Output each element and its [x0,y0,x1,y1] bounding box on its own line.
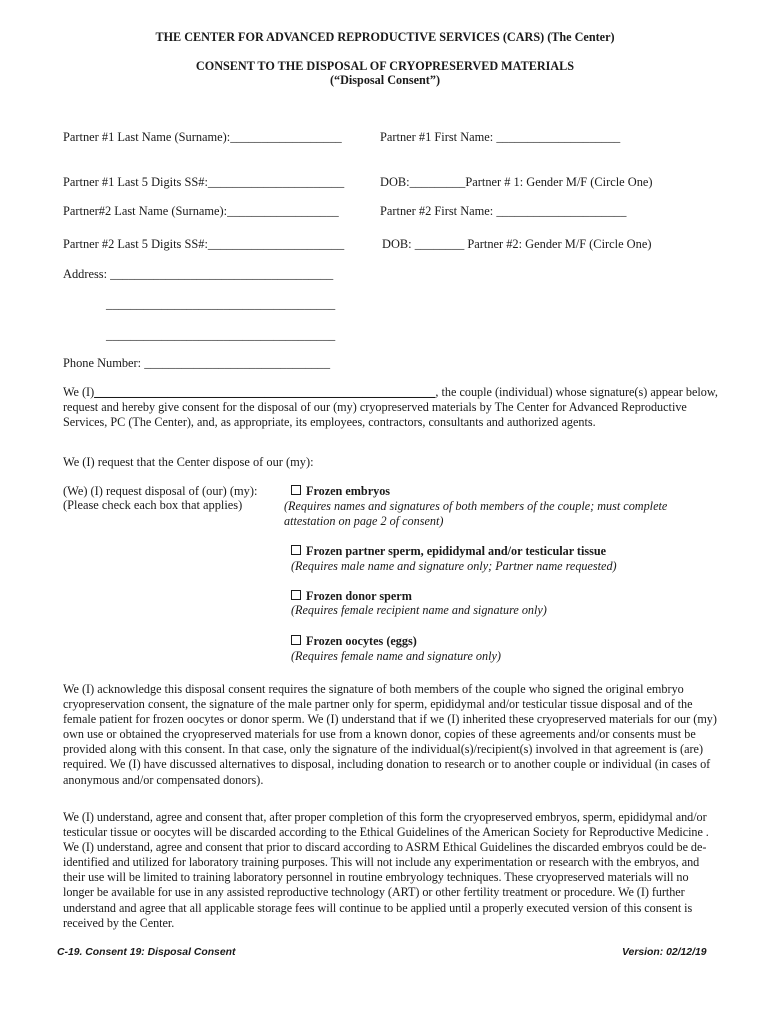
checkbox-icon[interactable] [291,635,301,645]
consent-statement [63,385,718,430]
option-frozen-oocytes[interactable]: Frozen oocytes (eggs) [291,634,417,649]
partner2-dob-gender-field[interactable]: DOB: ________ Partner #2: Gender M/F (Circle One) [382,237,652,251]
agreement-paragraph: We (I) understand, agree and consent that, after proper completion of this form the cryopreserved embryos, sperm, epididymal and/or testicular tissue or oocytes will be discarded according to the Ethical Guidelines of the American Society for Reproductive Medicine . We (I) understand, agree and consent that prior to discard according to ASRM Ethical Guidelines the discarded embryos could be de-identified and utilized for laboratory training purposes. This will not include any experimentation or research with the embryos, and their use will be limited to training laboratory personnel in routine embryology techniques. These cryopreserved materials will no longer be available for use in any assisted reproductive technology (ART) or other fertility treatment or procedure. We (I) further understand and agree that all applicable storage fees will continue to be applied until a properly executed version of this consent is received by the Center. [63,810,709,930]
embryos-requirement-cont: attestation on page 2 of consent) [284,514,444,528]
address-line-2[interactable]: _____________________________________ [106,297,336,311]
acknowledgement-paragraph: We (I) acknowledge this disposal consent requires the signature of both members of the couple who signed the original embryo cryopreservation consent, the signature of the male partner only for sperm, epididymal and/or testicular tissue disposal and of the female patient for frozen oocytes or donor sperm. We (I) understand that if we (I) inherited these cryopreserved materials for our (my) own use or obtained the cryopreserved materials for use from a known donor, copies of these agreements and/or consents must be provided along with this consent. In that case, only the signature of the individual(s)/recipient(s) involved in that agreement is (are) required. We (I) have discussed alternatives to disposal, including donation to research or to another couple or individual (in cases of anonymous and/or compensated donors). [63,682,717,787]
option-frozen-partner-sperm[interactable]: Frozen partner sperm, epididymal and/or testicular tissue [291,544,606,559]
oocytes-requirement: (Requires female name and signature only) [291,649,501,663]
form-subtitle: (“Disposal Consent”) [329,73,441,87]
partner2-first-name-field[interactable]: Partner #2 First Name: _____________________ [380,204,627,218]
partner2-last-name-field[interactable]: Partner#2 Last Name (Surname):__________________ [63,204,339,218]
option-frozen-embryos[interactable]: Frozen embryos [291,484,390,499]
form-title: CONSENT TO THE DISPOSAL OF CRYOPRESERVED MATERIALS [195,59,575,73]
footer-form-id: C-19. Consent 19: Disposal Consent [57,947,236,958]
we-i-label: We (I) [63,385,95,399]
disposal-request-label: (We) (I) request disposal of (our) (my): [63,484,258,498]
checkbox-icon[interactable] [291,485,301,495]
organization-title: THE CENTER FOR ADVANCED REPRODUCTIVE SERVICES (CARS) (The Center) [155,30,615,44]
signer-name-blank[interactable]: ________________________________________________________ [94,385,436,399]
partner1-last-name-field[interactable]: Partner #1 Last Name (Surname):__________________ [63,130,342,144]
donor-sperm-requirement: (Requires female recipient name and signature only) [291,603,547,617]
partner2-ssn-field[interactable]: Partner #2 Last 5 Digits SS#:______________________ [63,237,345,251]
phone-number-field[interactable]: Phone Number: ______________________________ [63,356,331,370]
checkbox-icon[interactable] [291,590,301,600]
address-field[interactable]: Address: ____________________________________ [63,267,334,281]
partner-sperm-requirement: (Requires male name and signature only; Partner name requested) [291,559,617,573]
checkbox-icon[interactable] [291,545,301,555]
address-line-3[interactable]: _____________________________________ [106,328,336,342]
disposal-request-intro: We (I) request that the Center dispose of our (my): [63,455,314,469]
partner1-ssn-field[interactable]: Partner #1 Last 5 Digits SS#:______________________ [63,175,345,189]
embryos-requirement: (Requires names and signatures of both members of the couple; must complete [284,499,668,513]
footer-version: Version: 02/12/19 [622,947,707,958]
partner1-dob-gender-field[interactable]: DOB:_________Partner # 1: Gender M/F (Circle One) [380,175,653,189]
option-frozen-donor-sperm[interactable]: Frozen donor sperm [291,589,412,604]
consent-statement-text: , the couple (individual) whose signature(s) appear below, request and hereby give consent for the disposal of our (my) cryopreserved materials by The Center for Advanced Reproductive Services, PC (The Center), and, as appropriate, its employees, contractors, consultants and authorized agents. [63,385,718,430]
check-instruction: (Please check each box that applies) [63,498,243,512]
partner1-first-name-field[interactable]: Partner #1 First Name: ____________________ [380,130,621,144]
